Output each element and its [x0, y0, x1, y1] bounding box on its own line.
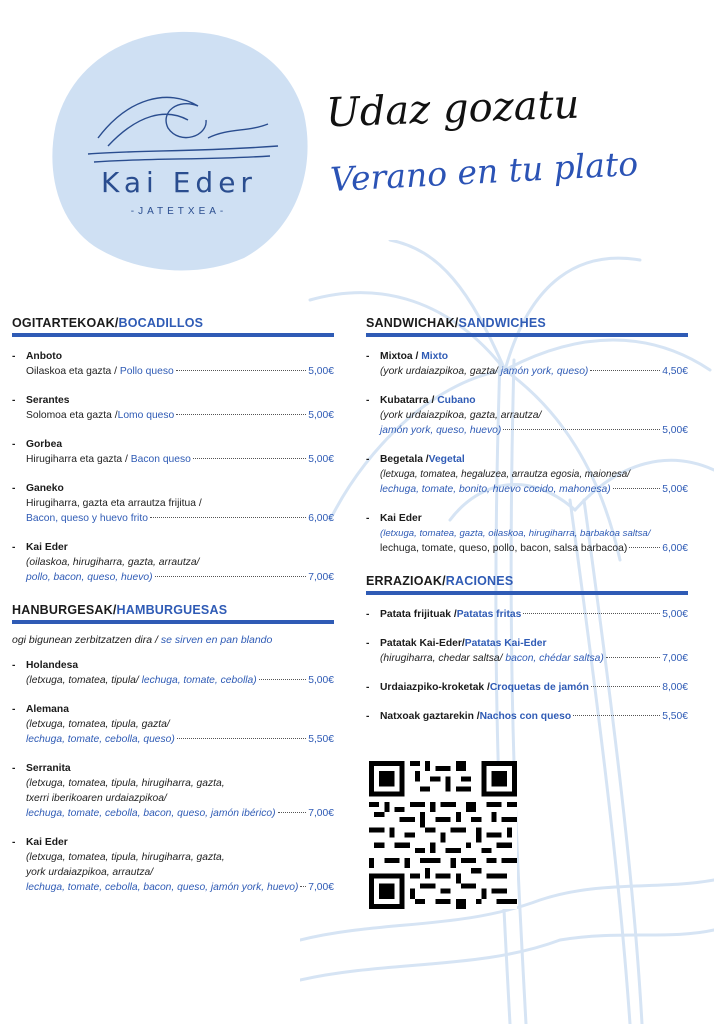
item-desc-eu: Hirugiharra, gazta eta arrautza frijitua / — [26, 498, 202, 509]
item-name: Holandesa — [26, 660, 79, 671]
item-name: Ganeko — [26, 483, 64, 494]
item-name-es: Cubano — [437, 395, 476, 406]
section-hamburguesas — [12, 603, 334, 895]
item-desc-eu: (letxuga, tomatea, tipula/ — [26, 675, 139, 686]
item-desc-eu: (letxuga, tomatea, tipula, hirugiharra, gazta, — [26, 778, 225, 789]
menu-item: - Kai Eder (letxuga, tomatea, gazta, oilaskoa, hirugiharra, barbakoa saltsa/ lechuga, tomate, queso, pollo, bacon, salsa barbacoa) 6,00€ — [366, 513, 688, 554]
title-eu: SANDWICHAK/ — [366, 316, 459, 330]
menu-item: - Begetala /Vegetal (letxuga, tomatea, hegaluzea, arrautza egosia, maionesa/ lechuga, tomate, bonito, huevo cocido, mahonesa) 5,00€ — [366, 454, 688, 495]
section-bocadillos — [12, 316, 334, 585]
item-name-es: Patatas Kai-Eder — [464, 638, 547, 649]
item-desc-es: lechuga, tomate, cebolla) — [141, 675, 257, 686]
item-price: 6,00€ — [662, 543, 688, 554]
item-price: 8,00€ — [662, 682, 688, 693]
item-name-es: Mixto — [421, 351, 449, 362]
item-name-eu: Patatak Kai-Eder/ — [380, 638, 465, 649]
item-desc-es: lechuga, tomate, bonito, huevo cocido, mahonesa) — [380, 484, 611, 495]
menu-item: - Kai Eder (letxuga, tomatea, tipula, hirugiharra, gazta, york urdaiazpikoa, arrautza/ lechuga, tomate, cebolla, bacon, queso, jamón york, huevo) 7,00€ — [12, 837, 334, 893]
item-desc-es: jamón york, queso, huevo) — [380, 425, 502, 436]
item-name: Gorbea — [26, 439, 63, 450]
item-desc-eu: (letxuga, tomatea, hegaluzea, arrautza egosia, maionesa/ — [380, 469, 630, 480]
section-title — [12, 316, 334, 337]
item-desc-eu: Oilaskoa eta gazta / — [26, 366, 118, 377]
menu-item: - Mixtoa / Mixto (york urdaiazpikoa, gazta/ jamón york, queso) 4,50€ — [366, 351, 688, 377]
item-price: 5,00€ — [308, 454, 334, 465]
item-desc-es: lechuga, tomate, queso, pollo, bacon, salsa barbacoa) — [380, 543, 628, 554]
menu-item: - Serranita (letxuga, tomatea, tipula, hirugiharra, gazta, txerri iberikoaren urdaiazpikoa/ lechuga, tomate, cebolla, bacon, queso, jamón ibérico) 7,00€ — [12, 763, 334, 819]
item-price: 6,00€ — [308, 513, 334, 524]
item-price: 5,00€ — [662, 484, 688, 495]
item-desc-es: pollo, bacon, queso, huevo) — [26, 572, 153, 583]
item-name: Kai Eder — [380, 513, 422, 524]
logo-name: Kai Eder — [101, 166, 257, 199]
menu-item: - Ganeko Hirugiharra, gazta eta arrautza frijitua / Bacon, queso y huevo frito 6,00€ — [12, 483, 334, 524]
item-name-eu: Patata frijituak / — [380, 609, 457, 620]
menu-item: - Kubatarra / Cubano (york urdaiazpikoa, gazta, arrautza/ jamón york, queso, huevo) 5,00€ — [366, 395, 688, 436]
item-desc-es: jamón york, queso) — [500, 366, 589, 377]
item-name-eu: Urdaiazpiko-kroketak / — [380, 682, 490, 693]
item-name-es: Nachos con queso — [479, 711, 572, 722]
item-desc-eu: york urdaiazpikoa, arrautza/ — [26, 867, 154, 878]
logo-subtitle: -JATETXEA- — [130, 206, 228, 217]
menu-item: - Alemana (letxuga, tomatea, tipula, gazta/ lechuga, tomate, cebolla, queso) 5,50€ — [12, 704, 334, 745]
menu-item: - Kai Eder (oilaskoa, hirugiharra, gazta, arrautza/ pollo, bacon, queso, huevo) 7,00€ — [12, 542, 334, 583]
item-price: 4,50€ — [662, 366, 688, 377]
menu-item: - Gorbea Hirugiharra eta gazta / Bacon queso 5,00€ — [12, 439, 334, 465]
item-name-eu: Natxoak gaztarekin / — [380, 711, 480, 722]
item-price: 5,00€ — [308, 675, 334, 686]
section-raciones — [366, 574, 688, 724]
note-eu: ogi bigunean zerbitzatzen dira / — [12, 634, 161, 646]
item-price: 5,50€ — [662, 711, 688, 722]
item-desc-es: Bacon, queso y huevo frito — [26, 513, 148, 524]
item-price: 7,00€ — [308, 572, 334, 583]
slogan-basque: Udaz gozatu — [325, 81, 581, 137]
title-eu: HANBURGESAK/ — [12, 603, 117, 617]
item-desc-eu: (letxuga, tomatea, gazta, oilaskoa, hirugiharra, barbakoa saltsa/ — [380, 528, 651, 539]
item-name: Kai Eder — [26, 542, 68, 553]
item-name-es: Patatas fritas — [456, 609, 522, 620]
title-es: RACIONES — [445, 574, 514, 588]
item-price: 7,00€ — [662, 653, 688, 664]
item-desc-es: lechuga, tomate, cebolla, bacon, queso, jamón york, huevo) — [26, 882, 299, 893]
item-desc-es: bacon, chédar saltsa) — [505, 653, 604, 664]
item-name: Kai Eder — [26, 837, 68, 848]
menu-item: - Holandesa (letxuga, tomatea, tipula/ lechuga, tomate, cebolla) 5,00€ — [12, 660, 334, 686]
menu-item: - Natxoak gaztarekin / Nachos con queso 5,50€ — [366, 711, 688, 722]
item-price: 5,00€ — [662, 609, 688, 620]
title-es: HAMBURGUESAS — [116, 603, 228, 617]
menu-item: - Urdaiazpiko-kroketak / Croquetas de jamón 8,00€ — [366, 682, 688, 693]
item-name: Alemana — [26, 704, 69, 715]
item-price: 5,50€ — [308, 734, 334, 745]
item-price: 7,00€ — [308, 882, 334, 893]
title-eu: ERRAZIOAK/ — [366, 574, 446, 588]
item-name-es: Croquetas de jamón — [489, 682, 589, 693]
menu-item: - Serantes Solomoa eta gazta / Lomo queso 5,00€ — [12, 395, 334, 421]
item-name-eu: Kubatarra / — [380, 395, 438, 406]
qr-code[interactable] — [369, 761, 517, 909]
item-name-es: Vegetal — [428, 454, 465, 465]
slogan-spanish: Verano en tu plato — [329, 143, 639, 200]
section-title — [366, 316, 688, 337]
section-title — [12, 603, 334, 624]
item-desc-eu: (letxuga, tomatea, tipula, hirugiharra, gazta, — [26, 852, 225, 863]
item-desc-eu: Hirugiharra eta gazta / — [26, 454, 128, 465]
menu-item: - Patata frijituak / Patatas fritas 5,00€ — [366, 609, 688, 620]
menu-item: - Anboto Oilaskoa eta gazta / Pollo queso 5,00€ — [12, 351, 334, 377]
item-price: 7,00€ — [308, 808, 334, 819]
item-desc-eu: (york urdaiazpikoa, gazta/ — [380, 366, 498, 377]
item-price: 5,00€ — [308, 366, 334, 377]
section-note — [12, 634, 334, 646]
logo-blob — [48, 28, 310, 272]
item-desc-es: Pollo queso — [119, 366, 174, 377]
item-desc-es: Lomo queso — [117, 410, 175, 421]
item-desc-eu: txerri iberikoaren urdaiazpikoa/ — [26, 793, 167, 804]
item-name-eu: Mixtoa / — [380, 351, 422, 362]
item-desc-es: Bacon queso — [130, 454, 191, 465]
right-column — [366, 316, 688, 742]
item-price: 5,00€ — [662, 425, 688, 436]
item-desc-eu: (oilaskoa, hirugiharra, gazta, arrautza/ — [26, 557, 200, 568]
note-es: se sirven en pan blando — [160, 634, 273, 646]
menu-item: - Patatak Kai-Eder/Patatas Kai-Eder (hirugiharra, chedar saltsa/ bacon, chédar saltsa) 7,00€ — [366, 638, 688, 664]
section-sandwiches — [366, 316, 688, 556]
item-name-eu: Begetala / — [380, 454, 429, 465]
item-name: Serantes — [26, 395, 70, 406]
item-name: Anboto — [26, 351, 63, 362]
item-desc-eu: Solomoa eta gazta / — [26, 410, 118, 421]
item-name: Serranita — [26, 763, 71, 774]
item-price: 5,00€ — [308, 410, 334, 421]
item-desc-eu: (york urdaiazpikoa, gazta, arrautza/ — [380, 410, 542, 421]
left-column — [12, 316, 334, 913]
title-es: BOCADILLOS — [118, 316, 204, 330]
item-desc-es: lechuga, tomate, cebolla, bacon, queso, jamón ibérico) — [26, 808, 276, 819]
item-desc-eu: (hirugiharra, chedar saltsa/ — [380, 653, 503, 664]
title-eu: OGITARTEKOAK/ — [12, 316, 119, 330]
title-es: SANDWICHES — [458, 316, 546, 330]
item-desc-es: lechuga, tomate, cebolla, queso) — [26, 734, 175, 745]
section-title — [366, 574, 688, 595]
item-desc-eu: (letxuga, tomatea, tipula, gazta/ — [26, 719, 170, 730]
